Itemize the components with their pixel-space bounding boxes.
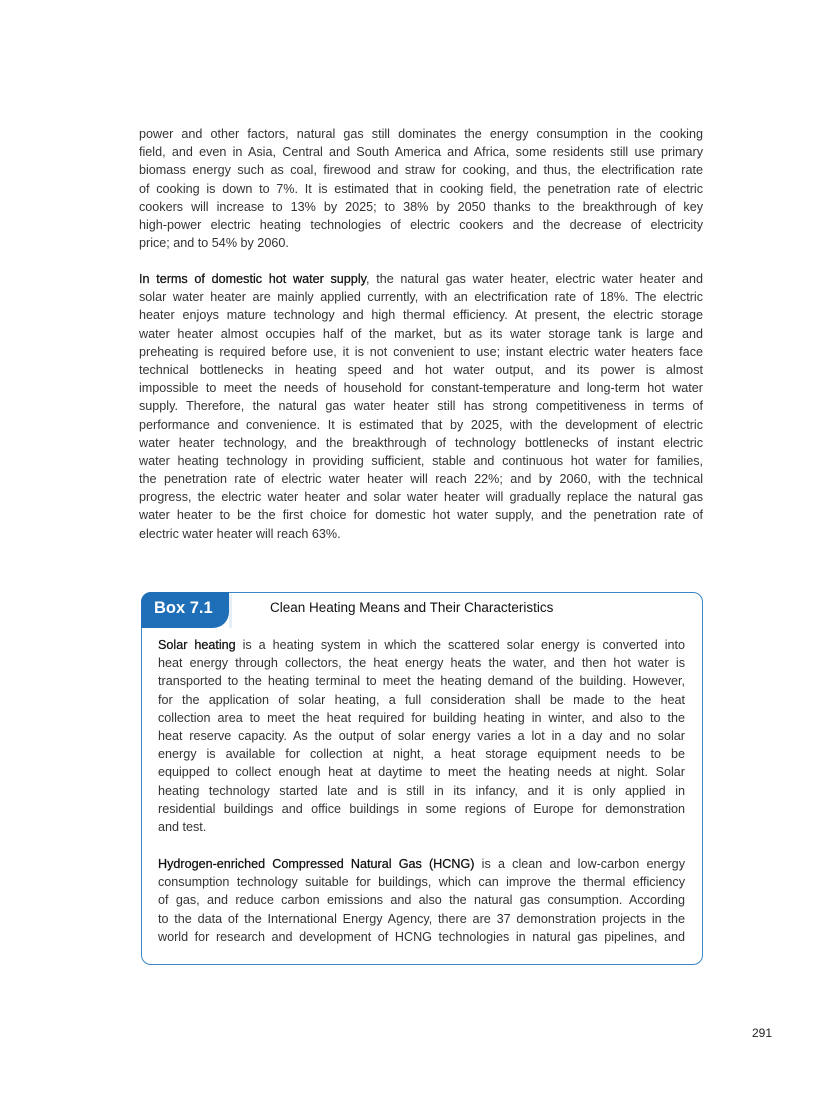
line-text: to the data of the International Energy Agency, there are 37 demonstration projects in the bbox=[158, 911, 685, 926]
line-text: of cooking is down to 7%. It is estimated that in cooking field, the penetration rate of electric bbox=[139, 181, 703, 196]
line-text: water heater to be the first choice for domestic hot water supply, and the penetration rate of bbox=[139, 508, 703, 523]
text-line bbox=[158, 818, 685, 836]
line-text: energy is available for collection at night, a heat storage equipment needs to be bbox=[158, 747, 685, 762]
paragraph-lead: Hydrogen-enriched Compressed Natural Gas (HCNG) bbox=[158, 857, 475, 871]
line-text: transported to the heating terminal to meet the heating demand of the building. However, bbox=[158, 674, 685, 689]
text-line bbox=[139, 306, 703, 324]
line-text: heater enjoys mature technology and high thermal efficiency. At present, the electric storage bbox=[139, 308, 703, 323]
line-text: of gas, and reduce carbon emissions and also the natural gas consumption. According bbox=[158, 893, 685, 908]
text-line bbox=[139, 216, 703, 234]
text-line bbox=[139, 180, 703, 198]
line-text: electric water heater will reach 63%. bbox=[139, 526, 341, 541]
box-label: Box 7.1 bbox=[141, 592, 229, 628]
line-text: impossible to meet the needs of household for constant-temperature and long-term hot water bbox=[139, 381, 703, 396]
line-text: preheating is required before use, it is not convenient to use; instant electric water heaters face bbox=[139, 344, 703, 359]
line-text: is a heating system in which the scattered solar energy is converted into bbox=[235, 638, 686, 652]
line-text: price; and to 54% by 2060. bbox=[139, 236, 289, 251]
box-tab-shadow bbox=[229, 594, 232, 628]
line-text: water heater technology, and the breakthrough of technology bottlenecks of instant electric bbox=[139, 435, 703, 450]
line-text: equipped to collect enough heat at daytime to meet the heating needs at night. Solar bbox=[158, 765, 685, 780]
line-text: the penetration rate of electric water heater will reach 22%; and by 2060, with the technical bbox=[139, 472, 703, 487]
text-line bbox=[139, 434, 703, 452]
line-text: progress, the electric water heater and solar water heater will gradually replace the natural gas bbox=[139, 490, 703, 505]
text-line bbox=[139, 452, 703, 470]
text-line bbox=[139, 325, 703, 343]
text-line bbox=[139, 270, 703, 288]
text-line bbox=[158, 636, 685, 654]
text-line bbox=[139, 343, 703, 361]
text-line bbox=[139, 143, 703, 161]
paragraph-lead: In terms of domestic hot water supply bbox=[139, 272, 366, 286]
text-line bbox=[158, 855, 685, 873]
text-line bbox=[139, 397, 703, 415]
text-line bbox=[158, 782, 685, 800]
box-title: Clean Heating Means and Their Characteristics bbox=[270, 600, 554, 615]
text-line bbox=[139, 161, 703, 179]
line-text: heat energy through collectors, the heat energy heats the water, and then hot water is bbox=[158, 656, 685, 671]
line-text: collection area to meet the heat required for building heating in winter, and also to the bbox=[158, 710, 685, 725]
text-line bbox=[158, 873, 685, 891]
box-paragraph-solar-heating bbox=[158, 636, 685, 836]
line-text: , the natural gas water heater, electric water heater and bbox=[365, 272, 703, 286]
text-line bbox=[139, 379, 703, 397]
text-line bbox=[139, 234, 703, 252]
text-line bbox=[158, 763, 685, 781]
text-line bbox=[158, 910, 685, 928]
line-text: solar water heater are mainly applied currently, with an electrification rate of 18%. The electric bbox=[139, 290, 703, 305]
line-text: residential buildings and office buildings in some regions of Europe for demonstration bbox=[158, 801, 685, 816]
line-text: is a clean and low-carbon energy bbox=[474, 857, 685, 871]
line-text: consumption technology suitable for buildings, which can improve the thermal efficiency bbox=[158, 875, 685, 890]
line-text: performance and convenience. It is estimated that by 2025, with the development of electric bbox=[139, 417, 703, 432]
text-line bbox=[158, 709, 685, 727]
box-paragraph-hcng bbox=[158, 855, 685, 946]
text-line bbox=[139, 416, 703, 434]
text-line bbox=[139, 125, 703, 143]
text-line bbox=[158, 745, 685, 763]
text-line bbox=[139, 488, 703, 506]
text-line bbox=[139, 288, 703, 306]
line-text: heat reserve capacity. As the output of solar energy varies a lot in a day and no solar bbox=[158, 728, 685, 743]
text-line bbox=[139, 198, 703, 216]
body-paragraph-hot-water bbox=[139, 270, 703, 543]
paragraph-lead: Solar heating bbox=[158, 638, 236, 652]
text-line bbox=[158, 654, 685, 672]
text-line bbox=[158, 800, 685, 818]
line-text: water heater almost occupies half of the market, but as its water storage tank is large and bbox=[139, 326, 703, 341]
line-text: power and other factors, natural gas still dominates the energy consumption in the cooking bbox=[139, 127, 703, 141]
page-number: 291 bbox=[752, 1026, 773, 1040]
body-paragraph-cooking bbox=[139, 125, 703, 252]
text-line bbox=[158, 891, 685, 909]
line-text: supply. Therefore, the natural gas water heater still has strong competitiveness in terms of bbox=[139, 399, 703, 414]
line-text: field, and even in Asia, Central and South America and Africa, some residents still use primary bbox=[139, 145, 703, 160]
text-line bbox=[139, 506, 703, 524]
text-line bbox=[139, 361, 703, 379]
text-line bbox=[158, 727, 685, 745]
text-line bbox=[158, 928, 685, 946]
line-text: for the application of solar heating, a full consideration shall be made to the heat bbox=[158, 692, 685, 707]
text-line bbox=[158, 691, 685, 709]
line-text: technical bottlenecks in heating speed and hot water output, and its power is almost bbox=[139, 362, 703, 377]
text-line bbox=[139, 470, 703, 488]
line-text: biomass energy such as coal, firewood and straw for cooking, and thus, the electrification rate bbox=[139, 163, 703, 178]
line-text: high-power electric heating technologies of electric cookers and the decrease of electricity bbox=[139, 217, 703, 232]
text-line bbox=[158, 672, 685, 690]
line-text: world for research and development of HCNG technologies in natural gas pipelines, and bbox=[158, 929, 685, 944]
text-line bbox=[139, 525, 703, 543]
line-text: and test. bbox=[158, 819, 207, 834]
line-text: water heating technology in providing sufficient, stable and continuous hot water for families, bbox=[139, 453, 703, 468]
line-text: heating technology started late and is still in its infancy, and it is only applied in bbox=[158, 783, 685, 798]
line-text: cookers will increase to 13% by 2025; to 38% by 2050 thanks to the breakthrough of key bbox=[139, 199, 703, 214]
